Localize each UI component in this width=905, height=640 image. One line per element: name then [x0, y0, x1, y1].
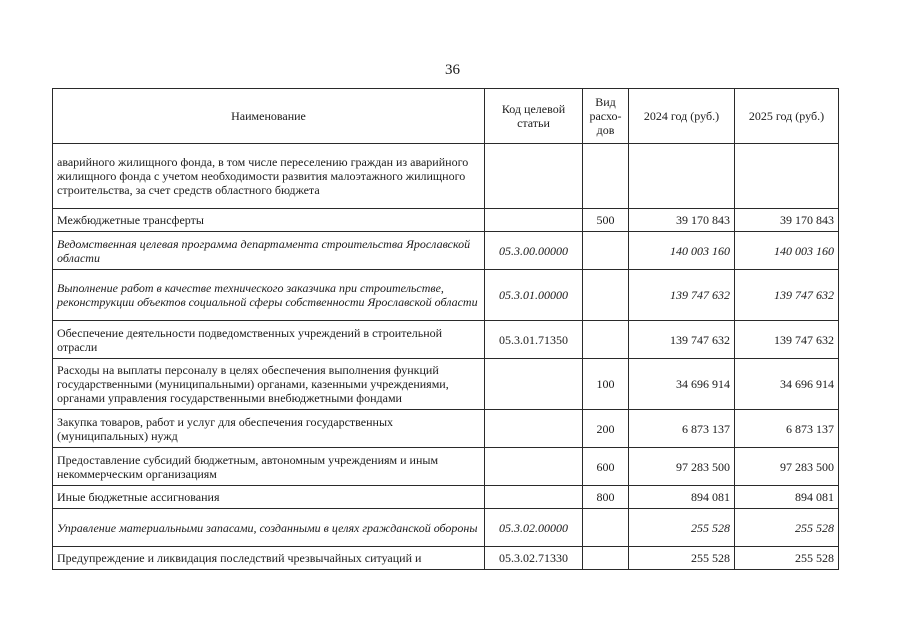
table-row [53, 547, 839, 570]
row-code [485, 486, 583, 509]
row-name: Управление материальными запасами, созданными в целях гражданской обороны [53, 509, 485, 547]
row-2024: 34 696 914 [629, 359, 735, 410]
row-kind: 800 [583, 486, 629, 509]
table-row [53, 270, 839, 321]
header-code: Код целевой статьи [485, 89, 583, 144]
row-kind: 100 [583, 359, 629, 410]
row-code [485, 209, 583, 232]
row-name: Закупка товаров, работ и услуг для обеспечения государственных (муниципальных) нужд [53, 410, 485, 448]
row-2024: 140 003 160 [629, 232, 735, 270]
row-2024: 139 747 632 [629, 321, 735, 359]
row-kind [583, 509, 629, 547]
row-name: Предупреждение и ликвидация последствий чрезвычайных ситуаций и [53, 547, 485, 570]
row-2025: 97 283 500 [735, 448, 839, 486]
table-row [53, 486, 839, 509]
row-code: 05.3.01.71350 [485, 321, 583, 359]
row-2024: 6 873 137 [629, 410, 735, 448]
row-2025: 39 170 843 [735, 209, 839, 232]
row-2025: 255 528 [735, 547, 839, 570]
row-2025: 6 873 137 [735, 410, 839, 448]
table-row [53, 232, 839, 270]
table-header-row [53, 89, 839, 144]
table-row [53, 509, 839, 547]
row-code: 05.3.02.71330 [485, 547, 583, 570]
row-2025: 140 003 160 [735, 232, 839, 270]
row-2024: 894 081 [629, 486, 735, 509]
row-2025 [735, 144, 839, 209]
row-name: Предоставление субсидий бюджетным, автономным учреждениям и иным некоммерческим организациям [53, 448, 485, 486]
row-kind [583, 270, 629, 321]
row-code: 05.3.01.00000 [485, 270, 583, 321]
row-name: Выполнение работ в качестве технического заказчика при строительстве, реконструкции объектов социальной сферы собственности Ярославской области [53, 270, 485, 321]
row-name: аварийного жилищного фонда, в том числе переселению граждан из аварийного жилищного фонда с учетом необходимости развития малоэтажного жилищного строительства, за счет средств областного бюджета [53, 144, 485, 209]
row-code [485, 144, 583, 209]
row-code: 05.3.02.00000 [485, 509, 583, 547]
row-code [485, 410, 583, 448]
table-row [53, 410, 839, 448]
table-row [53, 321, 839, 359]
row-2025: 34 696 914 [735, 359, 839, 410]
header-2024: 2024 год (руб.) [629, 89, 735, 144]
row-2024: 139 747 632 [629, 270, 735, 321]
row-2024: 39 170 843 [629, 209, 735, 232]
table-row [53, 448, 839, 486]
row-2025: 894 081 [735, 486, 839, 509]
row-2024: 255 528 [629, 547, 735, 570]
row-name: Обеспечение деятельности подведомственных учреждений в строительной отрасли [53, 321, 485, 359]
row-2025: 139 747 632 [735, 270, 839, 321]
table-row [53, 144, 839, 209]
row-name: Межбюджетные трансферты [53, 209, 485, 232]
row-kind: 200 [583, 410, 629, 448]
row-kind [583, 321, 629, 359]
row-kind: 500 [583, 209, 629, 232]
row-name: Расходы на выплаты персоналу в целях обеспечения выполнения функций государственными (муниципальными) органами, казенными учреждениями, органами управления государственными внебюджетными фондами [53, 359, 485, 410]
row-2025: 139 747 632 [735, 321, 839, 359]
row-2024: 255 528 [629, 509, 735, 547]
row-2024 [629, 144, 735, 209]
page-number: 36 [445, 62, 460, 78]
row-name: Ведомственная целевая программа департамента строительства Ярославской области [53, 232, 485, 270]
row-kind: 600 [583, 448, 629, 486]
header-kind: Вид расхо-дов [583, 89, 629, 144]
table-row [53, 359, 839, 410]
row-2024: 97 283 500 [629, 448, 735, 486]
row-kind [583, 232, 629, 270]
header-2025: 2025 год (руб.) [735, 89, 839, 144]
row-code: 05.3.00.00000 [485, 232, 583, 270]
row-2025: 255 528 [735, 509, 839, 547]
row-name: Иные бюджетные ассигнования [53, 486, 485, 509]
row-kind [583, 144, 629, 209]
table-row [53, 209, 839, 232]
row-kind [583, 547, 629, 570]
budget-table [52, 88, 839, 570]
row-code [485, 448, 583, 486]
header-name: Наименование [53, 89, 485, 144]
row-code [485, 359, 583, 410]
